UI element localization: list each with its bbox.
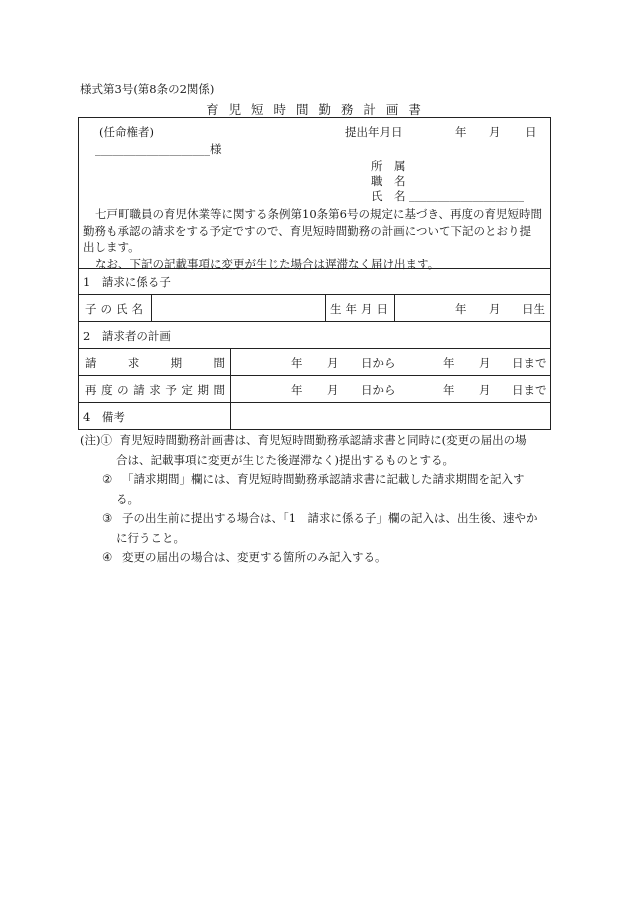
- divider: [79, 321, 550, 322]
- submission-date-label: 提出年月日: [345, 125, 403, 139]
- note-3-marker: ③: [102, 511, 113, 525]
- note-2-marker: ②: [102, 472, 113, 486]
- request-statement-line1: 七戸町職員の育児休業等に関する条例第10条第6号の規定に基づき、再度の育児短時間: [95, 207, 542, 221]
- notes-block: [80, 431, 560, 568]
- affiliation-label: 所 属: [371, 159, 406, 173]
- child-name-label: 子 の 氏 名: [85, 302, 143, 316]
- date-day-label: 日: [525, 125, 537, 139]
- note-2: [80, 470, 560, 490]
- birth-day-label: 日生: [522, 302, 545, 316]
- addressee-sama-line[interactable]: ____________________様: [95, 142, 222, 156]
- note-2-text: 「請求期間」欄には、育児短時間勤務承認請求書に記載した請求期間を記入す: [121, 472, 525, 486]
- note-3: [80, 509, 560, 529]
- note-4-text: 変更の届出の場合は、変更する箇所のみ記入する。: [121, 550, 387, 564]
- note-2-continuation: る。: [116, 491, 139, 506]
- divider: [79, 268, 550, 269]
- notes-prefix: (注): [80, 433, 101, 447]
- request-statement: [83, 206, 548, 272]
- note-3-continuation: に行うこと。: [116, 530, 185, 545]
- divider: [325, 294, 326, 321]
- note-3-text: 子の出生前に提出する場合は、「1 請求に係る子」欄の記入は、出生後、速やか: [121, 511, 538, 525]
- note-1-text: 育児短時間勤務計画書は、育児短時間勤務承認請求書と同時に(変更の届出の場: [119, 433, 527, 447]
- addressee-label: (任命権者): [99, 125, 154, 139]
- plan-section-heading: 2 請求者の計画: [83, 329, 171, 343]
- remarks-label: 4 備考: [83, 410, 125, 424]
- name-input-line[interactable]: ____________________: [409, 188, 524, 202]
- re-period-start-year: 年: [291, 383, 303, 397]
- birth-month-label: 月: [489, 302, 501, 316]
- name-label: 氏 名: [371, 189, 406, 203]
- form-number: 様式第3号(第8条の2関係): [80, 82, 215, 96]
- child-section-heading: 1 請求に係る子: [83, 275, 171, 289]
- request-period-label: 請 求 期 間: [85, 356, 225, 370]
- form-frame: [78, 117, 551, 430]
- date-year-label: 年: [455, 125, 467, 139]
- request-statement-line2: 勤務も承認の請求をする予定ですので、育児短時間勤務の計画について下記のとおり提: [83, 223, 532, 238]
- re-request-period-label: 再 度 の 請 求 予 定 期 間: [85, 383, 225, 397]
- birth-year-label: 年: [455, 302, 467, 316]
- note-1: [80, 431, 560, 451]
- period-end-day: 日まで: [512, 356, 547, 370]
- re-period-end-day: 日まで: [512, 383, 547, 397]
- period-start-day: 日から: [361, 356, 396, 370]
- re-period-start-day: 日から: [361, 383, 396, 397]
- period-end-month: 月: [479, 356, 491, 370]
- period-start-month: 月: [327, 356, 339, 370]
- note-1-marker: ①: [100, 433, 112, 447]
- document-title: 育 児 短 時 間 勤 務 計 画 書: [206, 102, 424, 117]
- child-name-field[interactable]: [152, 295, 324, 321]
- re-period-end-year: 年: [443, 383, 455, 397]
- note-4-marker: ④: [102, 550, 113, 564]
- date-month-label: 月: [489, 125, 501, 139]
- note-1-continuation: 合は、記載事項に変更が生じた後遅滞なく)提出するものとする。: [116, 452, 454, 467]
- re-period-end-month: 月: [479, 383, 491, 397]
- remarks-field[interactable]: [231, 403, 550, 429]
- request-statement-line3: 出します。: [83, 240, 140, 254]
- note-4: [80, 548, 560, 568]
- period-end-year: 年: [443, 356, 455, 370]
- period-start-year: 年: [291, 356, 303, 370]
- birth-date-label: 生 年 月 日: [330, 302, 388, 316]
- re-period-start-month: 月: [327, 383, 339, 397]
- notification-statement: なお、下記の記載事項に変更が生じた場合は遅滞なく届け出ます。: [95, 256, 440, 271]
- job-title-label: 職 名: [371, 174, 406, 188]
